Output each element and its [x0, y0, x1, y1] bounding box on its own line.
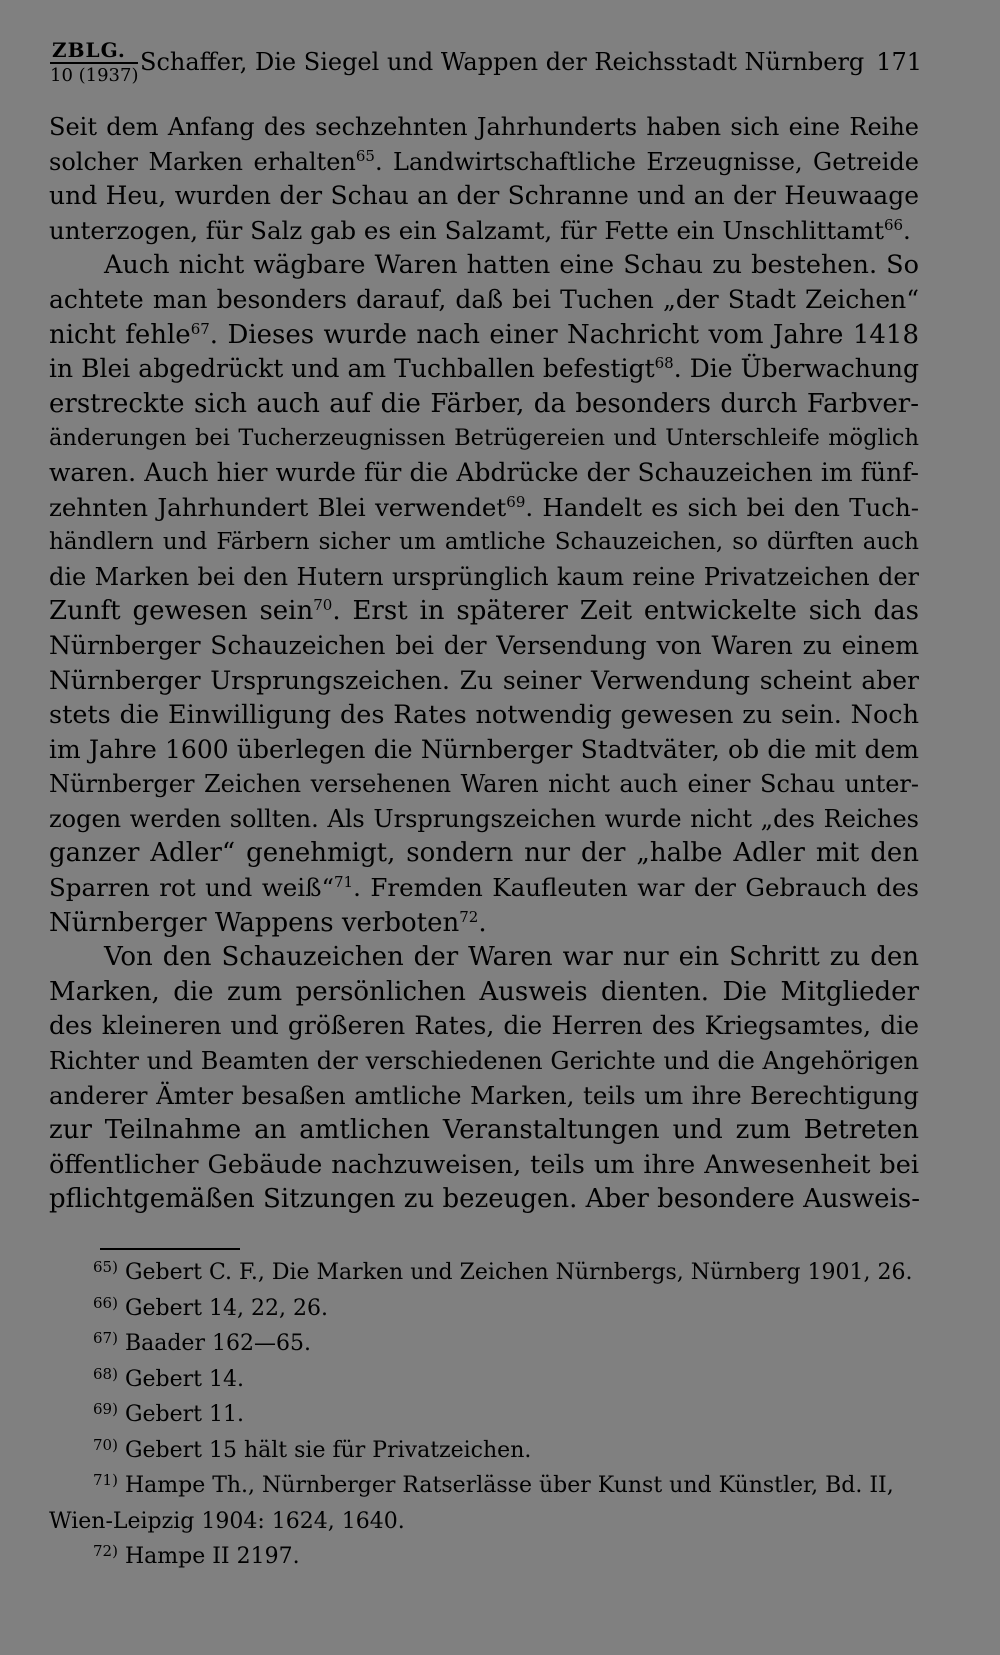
footnote-text: Gebert 14, 22, 26. [117, 1295, 328, 1321]
footnote [49, 1539, 919, 1575]
line-text: Marken, die zum persönlichen Ausweis dienten. Die Mitglieder [49, 976, 919, 1007]
line-text: ganzer Adler“ genehmigt, sondern nur der „halbe Adler mit den [49, 838, 919, 869]
text-line [49, 283, 919, 318]
line-text: in Blei abgedrückt und am Tuchballen befestigt [49, 354, 655, 384]
text-line [49, 525, 919, 560]
footnote-text: Hampe II 2197. [117, 1544, 300, 1569]
line-text: Sparren rot und weiß“ [49, 873, 335, 903]
text-line [49, 145, 919, 180]
text-line [49, 318, 919, 353]
footnote [49, 1255, 919, 1291]
line-text-continuation: . Fremden Kaufleuten war der Gebrauch des [353, 873, 919, 903]
line-text: zur Teilnahme an amtlichen Veranstaltungen und zum Betreten [49, 1115, 919, 1146]
text-line [49, 664, 919, 699]
footnote-text: Gebert 14. [117, 1366, 244, 1392]
footnote-text: Gebert 11. [117, 1402, 244, 1427]
line-text: im Jahre 1600 überlegen die Nürnberger Stadtväter, ob die mit dem [49, 734, 919, 764]
footnote-number: 70) [93, 1435, 118, 1454]
text-line [49, 352, 919, 387]
text-line [49, 975, 919, 1010]
text-line [49, 179, 919, 214]
line-text-continuation: . Dieses wurde nach einer Nachricht vom Jahre 1418 [209, 319, 920, 350]
footnote-separator [100, 1248, 240, 1250]
text-line [49, 871, 919, 906]
footnote-number: 71) [93, 1471, 118, 1489]
line-text: erstreckte sich auch auf die Färber, da besonders durch Farbver- [49, 388, 919, 419]
footnote-number: 68) [93, 1364, 118, 1383]
line-text: nicht fehle [49, 319, 191, 350]
footnote-reference: 66 [883, 215, 904, 234]
footnote-text: Gebert 15 hält sie für Privatzeichen. [117, 1437, 532, 1463]
footnotes [49, 1255, 919, 1575]
text-line [49, 248, 919, 283]
line-text: händlern und Färbern sicher um amtliche Schauzeichen, so dürften auch [49, 529, 919, 556]
text-line [49, 110, 919, 145]
footnote [49, 1397, 919, 1433]
line-text-continuation: . Landwirtschaftliche Erzeugnisse, Getreide [374, 147, 919, 176]
journal-abbreviation: ZBLG. [52, 38, 126, 62]
text-line [49, 491, 919, 526]
text-line [49, 629, 919, 664]
footnote-text: Gebert C. F., Die Marken und Zeichen Nürnbergs, Nürnberg 1901, 26. [117, 1260, 913, 1285]
footnote-reference: 69 [506, 492, 526, 511]
footnote [49, 1504, 919, 1540]
footnote [49, 1291, 919, 1327]
line-text-continuation: . Handelt es sich bei den Tuch- [525, 492, 920, 522]
line-text-continuation: . Erst in späterer Zeit entwickelte sich das [332, 596, 919, 627]
text-line [49, 387, 919, 422]
text-line [49, 594, 919, 629]
text-line [49, 1113, 919, 1148]
page-header [50, 38, 922, 88]
line-text: und Heu, wurden der Schau an der Schranne und an der Heuwaage [49, 181, 919, 211]
line-text: Von den Schauzeichen der Waren war nur ein Schritt zu den [104, 942, 919, 973]
line-text: die Marken bei den Hutern ursprünglich kaum reine Privatzeichen der [49, 562, 919, 591]
line-text: unterzogen, für Salz gab es ein Salzamt, für Fette ein Unschlittamt [49, 215, 884, 245]
text-line [49, 456, 919, 491]
line-text: Auch nicht wägbare Waren hatten eine Schau zu bestehen. So [104, 250, 919, 281]
footnote-reference: 71 [334, 873, 354, 892]
line-text-continuation: . [478, 907, 487, 938]
line-text: solcher Marken erhalten [49, 147, 356, 176]
journal-volume: 10 (1937) [50, 62, 138, 86]
line-text: des kleineren und größeren Rates, die Herren des Kriegsamtes, die [49, 1011, 919, 1041]
text-line [49, 802, 919, 837]
text-line [49, 906, 919, 941]
line-text: anderer Ämter besaßen amtliche Marken, teils um ihre Berechtigung [49, 1080, 919, 1110]
line-text: Nürnberger Ursprungszeichen. Zu seiner Verwendung scheint aber [49, 665, 919, 695]
text-line [49, 940, 919, 975]
line-text: Richter und Beamten der verschiedenen Gerichte und die Angehörigen [49, 1047, 919, 1076]
footnote-reference: 72 [459, 907, 479, 926]
footnote-text: Wien-Leipzig 1904: 1624, 1640. [49, 1508, 405, 1534]
line-text: Nürnberger Wappens verboten [49, 907, 460, 938]
footnote [49, 1362, 919, 1398]
text-line [49, 1182, 919, 1217]
running-title: Schaffer, Die Siegel und Wappen der Reichsstadt Nürnberg [140, 48, 865, 76]
footnote-text: Baader 162—65. [117, 1331, 311, 1356]
text-line [49, 1079, 919, 1114]
line-text: stets die Einwilligung des Rates notwendig gewesen zu sein. Noch [49, 700, 919, 731]
text-line [49, 1009, 919, 1044]
text-line [49, 1044, 919, 1079]
footnote-number: 66) [93, 1293, 118, 1312]
footnote-reference: 67 [190, 319, 210, 338]
line-text-continuation: . [903, 215, 911, 245]
text-line [49, 214, 919, 249]
footnote-reference: 68 [654, 354, 674, 373]
line-text: Zunft gewesen sein [49, 596, 314, 627]
line-text: Nürnberger Schauzeichen bei der Versendung von Waren zu einem [49, 630, 919, 660]
line-text: waren. Auch hier wurde für die Abdrücke der Schauzeichen im fünf- [49, 457, 919, 487]
footnote-number: 72) [93, 1542, 118, 1560]
footnote [49, 1326, 919, 1362]
text-line [49, 836, 919, 871]
footnote-number: 65) [93, 1258, 118, 1276]
line-text: zogen werden sollten. Als Ursprungszeichen wurde nicht „des Reiches [49, 804, 919, 833]
text-line [49, 733, 919, 768]
footnote-reference: 65 [355, 146, 375, 165]
line-text-continuation: . Die Überwachung [673, 354, 919, 384]
footnote-number: 69) [93, 1400, 118, 1418]
text-line [49, 560, 919, 595]
line-text: zehnten Jahrhundert Blei verwendet [49, 492, 507, 522]
text-line [49, 767, 919, 802]
line-text: Seit dem Anfang des sechzehnten Jahrhunderts haben sich eine Reihe [49, 113, 919, 141]
footnote [49, 1433, 919, 1469]
page-number: 171 [876, 48, 922, 76]
line-text: pflichtgemäßen Sitzungen zu bezeugen. Aber besondere Ausweis- [49, 1184, 921, 1215]
line-text: öffentlicher Gebäude nachzuweisen, teils um ihre Anwesenheit bei [49, 1149, 919, 1180]
footnote-text: Hampe Th., Nürnberger Ratserlässe über Kunst und Künstler, Bd. II, [117, 1473, 894, 1498]
text-line [49, 1148, 919, 1183]
body-text [49, 110, 919, 1217]
line-text: änderungen bei Tucherzeugnissen Betrügereien und Unterschleife möglich [49, 425, 919, 452]
footnote-number: 67) [93, 1329, 118, 1347]
footnote-reference: 70 [313, 596, 333, 615]
line-text: Nürnberger Zeichen versehenen Waren nicht auch einer Schau unter- [49, 770, 919, 799]
text-line [49, 421, 919, 456]
line-text: achtete man besonders darauf, daß bei Tuchen „der Stadt Zeichen“ [49, 284, 919, 314]
text-line [49, 698, 919, 733]
footnote [49, 1468, 919, 1504]
